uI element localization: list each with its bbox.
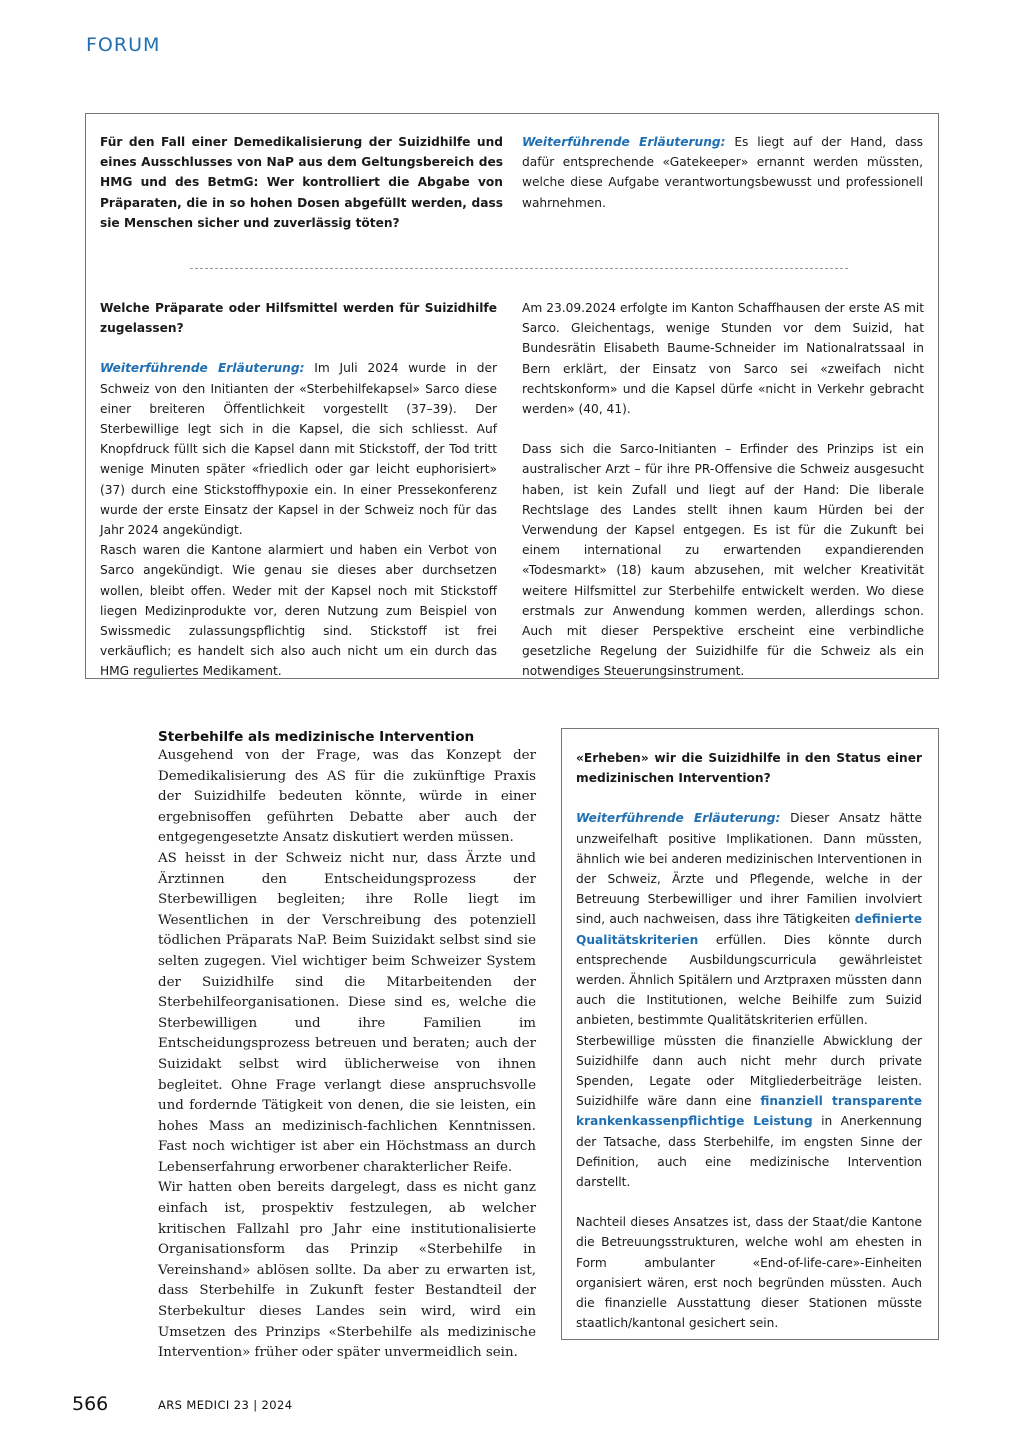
box1-right-top — [522, 132, 923, 213]
answer-3-text: Dieser Ansatz hätte unzweifelhaft positive Implikationen. Dann müssten, ähnlich wie bei anderen medizinischen Interventionen in der Schweiz, Ärzte und Pflegende, welche in der Betreuung Sterbewilliger und ihrer Familien involviert sind, auch nachweisen, dass ihre Tätigkeiten — [576, 811, 922, 927]
sarco-paragraph-2: Dass sich die Sarco-Initianten – Erfinder des Prinzips ist ein australischer Arzt – für ihre PR-Offensive die Schweiz ausgesucht haben, ist kein Zufall und liegt auf der Hand: Die liberale Rechtslage des Landes stellt ihnen kaum Hürden bei der Verwendung der Kapsel entgegen. Es ist für die Zukunft bei einem international zu erwartenden expandierenden «Todesmarkt» (18) kaum abzusehen, mit welcher Kreativität weitere Hilfsmittel zur Sterbehilfe entwickelt werden. Wo diese erstmals zur Anwendung kommen werden, allerdings schon. Auch mit dieser Perspektive erscheint eine verbindliche gesetzliche Regelung der Suizidhilfe für die Schweiz als ein notwendiges Steuerungsinstrument. — [522, 442, 924, 679]
article-column — [158, 728, 536, 1364]
answer-2-p1 — [100, 358, 497, 540]
article-paragraph: Wir hatten oben bereits dargelegt, dass es nicht ganz einfach ist, prospektiv festzulegen, ab welcher kritischen Fallzahl pro Jahr eine institutionalisierte Organisationsform das Prinzip «Sterbehilfe in Vereinshand» ablösen sollte. Da aber zu erwarten ist, dass Sterbehilfe in Zukunft fester Bestandteil der Sterbekultur dieses Landes sein wird, wird ein Umsetzen des Prinzips «Sterbehilfe als medizinische Intervention» früher oder später unvermeidlich sein. — [158, 1180, 536, 1361]
answer-2-p2: Rasch waren die Kantone alarmiert und haben ein Verbot von Sarco angekündigt. Wie genau sie dieses aber durchsetzen wollen, bleibt offen. Weder mit der Kapsel noch mit Stickstoff liegen Medizinprodukte vor, deren Nutzung zum Beispiel von Swissmedic zulassungspflichtig sind. Stickstoff ist frei verkäuflich; es handelt sich also auch nicht um ein durch das HMG reguliertes Medikament. — [100, 543, 497, 679]
answer-2-text: Im Juli 2024 wurde in der Schweiz von den Initianten der «Sterbehilfekapsel» Sarco diese einer breiteren Öffentlichkeit vorgestellt (37–39). Der Sterbewillige legt sich in die Kapsel, die sich schliesst. Auf Knopfdruck füllt sich die Kapsel dann mit Stickstoff, der Tod tritt wenige Minuten später «friedlich oder gar leicht euphorisiert» (37) durch eine Stickstoffhypoxie ein. In einer Pressekonferenz wurde der erste Einsatz der Kapsel in der Schweiz noch für das Jahr 2024 angekündigt. — [100, 361, 497, 538]
answer-3-p2 — [576, 1031, 922, 1193]
answer-1 — [522, 132, 923, 213]
question-2: Welche Präparate oder Hilfsmittel werden für Suizidhilfe zugelassen? — [100, 301, 497, 336]
dashed-divider — [190, 268, 848, 269]
box1-right-bottom — [522, 298, 924, 682]
sarco-paragraph-1: Am 23.09.2024 erfolgte im Kanton Schaffhausen der erste AS mit Sarco. Gleichentags, wenige Stunden vor dem Suizid, hat Bundesrätin Elisabeth Baume-Schneider im Nationalratssaal in Bern erklärt, der Einsatz von Sarco sei «zweifach nicht rechtskonform» und die Kapsel dürfe «nicht in Verkehr gebracht werden» (40, 41). — [522, 301, 924, 417]
answer-3-p1 — [576, 808, 922, 1030]
answer-1-text: Es liegt auf der Hand, dass dafür entsprechende «Gatekeeper» ernannt werden müssten, welche diese Aufgabe verantwortungsbewusst und professionell wahrnehmen. — [522, 135, 923, 210]
answer-3-p2-cont: in Anerkennung der Tatsache, dass Sterbehilfe, im engsten Sinne der Definition, auch eine medizinische Intervention darstellt. — [576, 1114, 922, 1190]
answer-label: Weiterführende Erläuterung: — [576, 811, 781, 826]
highlight-insurance-service: finanziell transparente krankenkassenpflichtige Leistung — [576, 1094, 922, 1129]
highlight-quality-criteria: definierte Qualitätskriterien — [576, 912, 922, 947]
answer-3-text-cont: erfüllen. Dies könnte durch entsprechende Ausbildungscurricula gewährleistet werden. Ähnlich Spitälern und Arztpraxen müssten dann auch die Institutionen, welche Beihilfe zum Suizid anbieten, bestimmte Qualitätskriterien erfüllen. — [576, 932, 922, 1028]
answer-3-p3: Nachteil dieses Ansatzes ist, dass der Staat/die Kantone die Betreuungsstrukturen, welche wohl am ehesten in Form ambulanter «End-of-life-care»-Einheiten organisiert wären, erst noch begründen müssten. Auch die finanzielle Ausstattung dieser Stationen müsste staatlich/kantonal gesichert sein. — [576, 1215, 922, 1331]
article-heading: Sterbehilfe als medizinische Intervention — [158, 729, 475, 745]
box1-left-top — [100, 132, 503, 233]
answer-label: Weiterführende Erläuterung: — [522, 135, 726, 149]
answer-3-p2-text: Sterbewillige müssten die finanzielle Abwicklung der Suizidhilfe dann auch nicht mehr durch private Spenden, Legate oder Mitgliederbeiträge leisten. Suizidhilfe wäre dann eine — [576, 1033, 922, 1109]
article-paragraph: AS heisst in der Schweiz nicht nur, dass Ärzte und Ärztinnen den Entscheidungsprozess der Sterbewilligen begleiten; ihre Rolle liegt im Wesentlichen in der Verschreibung des potenziell tödlichen Präparats NaP. Beim Suizidakt selbst sind sie selten zugegen. Viel wichtiger beim Schweizer System der Suizidhilfe sind die Mitarbeitenden der Sterbehilfeorganisationen. Diese sind es, welche die Sterbewilligen und ihre Familien im Entscheidungsprozess betreuen und beraten; auch der Suizidakt selbst wird üblicherweise von ihnen begleitet. Ohne Frage verlangt diese anspruchsvolle und fordernde Tätigkeit von denen, die sie leisten, ein hohes Mass an medizinisch-fachlichen Kenntnissen. Fast noch wichtiger ist aber ein Höchstmass an durch Lebenserfahrung erworbener charakterlicher Reife. — [158, 850, 536, 1175]
question-3: «Erheben» wir die Suizidhilfe in den Status einer medizinischen Intervention? — [576, 751, 922, 786]
page-number: 566 — [72, 1393, 109, 1415]
journal-name: ARS MEDICI 23 | 2024 — [158, 1398, 293, 1412]
box1-left-bottom — [100, 298, 497, 682]
answer-label: Weiterführende Erläuterung: — [100, 361, 305, 376]
article-paragraph: Ausgehend von der Frage, was das Konzept der Demedikalisierung des AS für die zukünftige Praxis der Suizidhilfe bedeuten könnte, würde in einer ergebnisoffen geführten Debatte aber auch der entgegengesetzte Ansatz diskutiert werden müssen. — [158, 748, 536, 846]
question-1: Für den Fall einer Demedikalisierung der Suizidhilfe und eines Ausschlusses von NaP aus dem Geltungsbereich des HMG und des BetmG: Wer kontrolliert die Abgabe von Präparaten, die in so hohen Dosen abgefüllt werden, dass sie Menschen sicher und zuverlässig töten? — [100, 135, 503, 230]
section-label: FORUM — [86, 34, 161, 56]
box2-content — [576, 748, 922, 1333]
